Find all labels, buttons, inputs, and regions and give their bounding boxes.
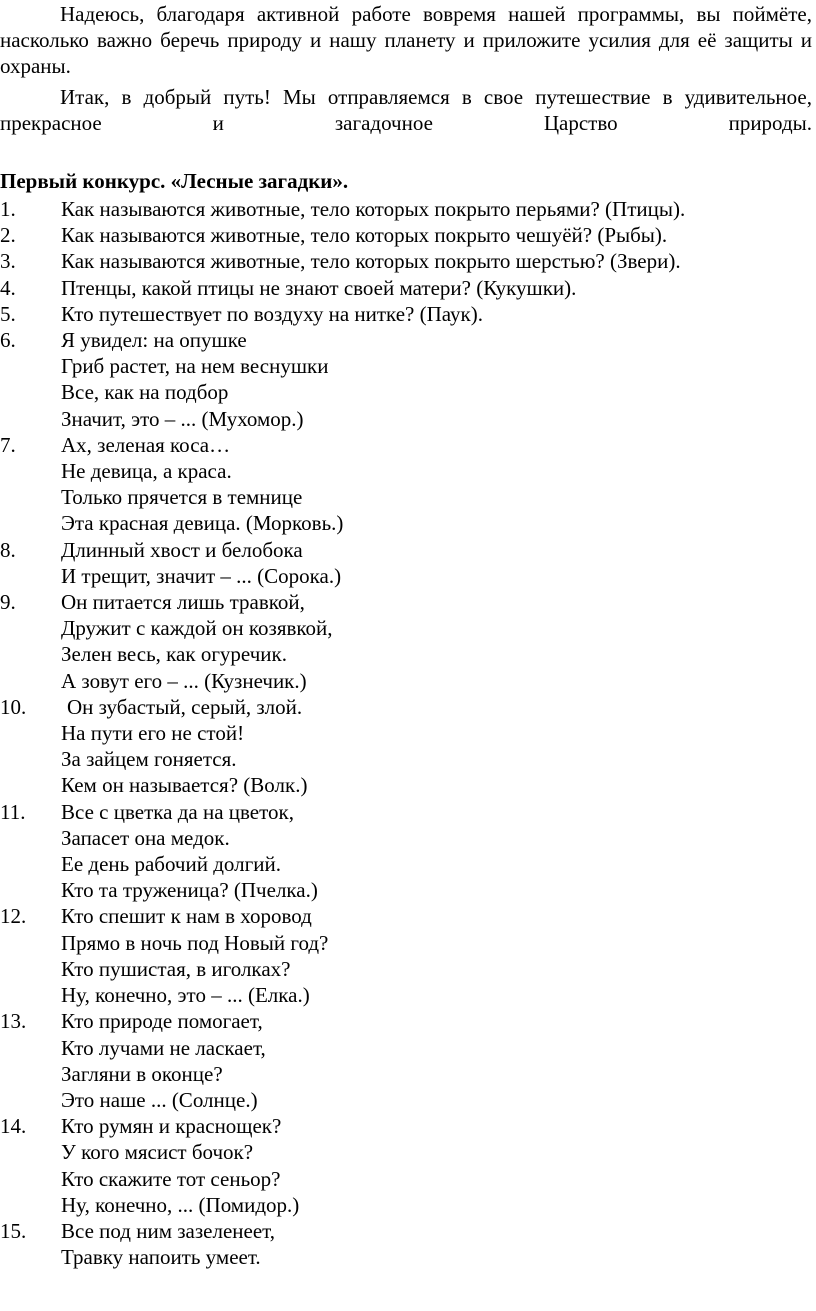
riddle-line: Прямо в ночь под Новый год? [61, 930, 329, 955]
riddle-line: Только прячется в темнице [61, 485, 303, 510]
riddle-line: И трещит, значит – ... (Сорока.) [61, 563, 342, 588]
riddle-item [0, 222, 812, 248]
contest-heading: Первый конкурс. «Лесные загадки». [0, 169, 349, 193]
riddle-text [61, 694, 812, 799]
riddle-line: Как называются животные, тело которых покрыто чешуёй? (Рыбы). [61, 223, 668, 248]
riddle-text [61, 196, 812, 222]
riddle-text [61, 248, 812, 274]
riddle-line: Кто спешит к нам в хоровод [61, 904, 312, 929]
riddle-text [61, 1008, 812, 1113]
riddle-number: 4. [0, 275, 16, 300]
riddle-text [61, 222, 812, 248]
riddle-text [61, 589, 812, 694]
riddle-line: На пути его не стой! [61, 721, 245, 746]
riddle-line: А зовут его – ... (Кузнечик.) [61, 668, 307, 693]
riddle-item [0, 248, 812, 274]
riddle-line: Ну, конечно, это – ... (Елка.) [61, 983, 310, 1008]
riddle-line: Все с цветка да на цветок, [61, 799, 294, 824]
riddle-number: 15. [0, 1218, 27, 1243]
riddle-number: 9. [0, 590, 16, 615]
riddle-line: Загляни в оконце? [61, 1061, 223, 1086]
riddle-item [0, 799, 812, 904]
riddle-number: 13. [0, 1009, 27, 1034]
riddle-text [61, 275, 812, 301]
riddle-number: 11. [0, 799, 26, 824]
riddle-line: Травку напоить умеет. [61, 1245, 261, 1270]
riddle-line: Я увидел: на опушке [61, 328, 247, 353]
riddle-number: 5. [0, 301, 16, 326]
riddle-line: Как называются животные, тело которых покрыто шерстью? (Звери). [61, 249, 681, 274]
riddle-number: 8. [0, 537, 16, 562]
riddle-line: Кто путешествует по воздуху на нитке? (Паук). [61, 301, 483, 326]
riddle-line: Дружит с каждой он козявкой, [61, 616, 333, 641]
riddle-item [0, 537, 812, 589]
riddle-number: 6. [0, 328, 16, 353]
riddle-line: Гриб растет, на нем веснушки [61, 354, 329, 379]
riddle-line: Ну, конечно, ... (Помидор.) [61, 1192, 300, 1217]
riddle-text [61, 327, 812, 432]
riddle-line: Значит, это – ... (Мухомор.) [61, 406, 304, 431]
riddle-line: Кем он называется? (Волк.) [61, 773, 308, 798]
riddle-text [61, 301, 812, 327]
riddle-number: 10. [0, 694, 27, 719]
riddle-line: Он зубастый, серый, злой. [67, 694, 303, 719]
riddle-line: Кто лучами не ласкает, [61, 1035, 266, 1060]
riddle-item [0, 694, 812, 799]
riddle-item [0, 275, 812, 301]
intro-paragraph-1: Надеюсь, благодаря активной работе вовремя нашей программы, вы поймёте, насколько важно беречь природу и нашу планету и приложите усилия для её защиты и охраны. [0, 2, 812, 79]
riddle-line: Кто скажите тот сеньор? [61, 1166, 281, 1191]
riddle-line: Кто пушистая, в иголках? [61, 956, 291, 981]
riddle-line: Зелен весь, как огуречик. [61, 642, 287, 667]
riddle-item [0, 1113, 812, 1218]
riddle-line: За зайцем гоняется. [61, 747, 237, 772]
riddle-text [61, 432, 812, 537]
riddle-line: Длинный хвост и белобока [61, 537, 303, 562]
riddle-line: Кто природе помогает, [61, 1009, 263, 1034]
riddle-text [61, 1113, 812, 1218]
riddle-line: Ах, зеленая коса… [61, 432, 231, 457]
riddle-item [0, 432, 812, 537]
riddle-item [0, 903, 812, 1008]
riddle-text [61, 903, 812, 1008]
riddle-line: Это наше ... (Солнце.) [61, 1087, 258, 1112]
riddle-line: Кто та труженица? (Пчелка.) [61, 878, 318, 903]
riddle-text [61, 1218, 812, 1270]
riddle-line: Птенцы, какой птицы не знают своей матери? (Кукушки). [61, 275, 577, 300]
riddle-line: Ее день рабочий долгий. [61, 852, 281, 877]
riddle-text [61, 537, 812, 589]
riddle-item [0, 1008, 812, 1113]
riddle-number: 12. [0, 904, 27, 929]
riddle-number: 7. [0, 432, 16, 457]
riddle-list [0, 196, 812, 1270]
intro-paragraph-2: Итак, в добрый путь! Мы отправляемся в свое путешествие в удивительное, прекрасное и загадочное Царство природы. [0, 85, 812, 136]
riddle-line: Он питается лишь травкой, [61, 590, 305, 615]
riddle-line: У кого мясист бочок? [61, 1140, 254, 1165]
riddle-line: Не девица, а краса. [61, 459, 232, 484]
riddle-line: Запасет она медок. [61, 825, 230, 850]
riddle-line: Как называются животные, тело которых покрыто перьями? (Птицы). [61, 197, 686, 221]
riddle-line: Все под ним зазеленеет, [61, 1218, 275, 1243]
riddle-item [0, 589, 812, 694]
riddle-item [0, 301, 812, 327]
riddle-text [61, 799, 812, 904]
riddle-line: Все, как на подбор [61, 380, 229, 405]
riddle-line: Эта красная девица. (Морковь.) [61, 511, 344, 536]
riddle-item [0, 1218, 812, 1270]
riddle-number: 3. [0, 249, 16, 274]
riddle-number: 2. [0, 223, 16, 248]
riddle-number: 1. [0, 197, 16, 221]
riddle-line: Кто румян и краснощек? [61, 1114, 282, 1139]
riddle-number: 14. [0, 1114, 27, 1139]
riddle-item [0, 196, 812, 222]
riddle-item [0, 327, 812, 432]
